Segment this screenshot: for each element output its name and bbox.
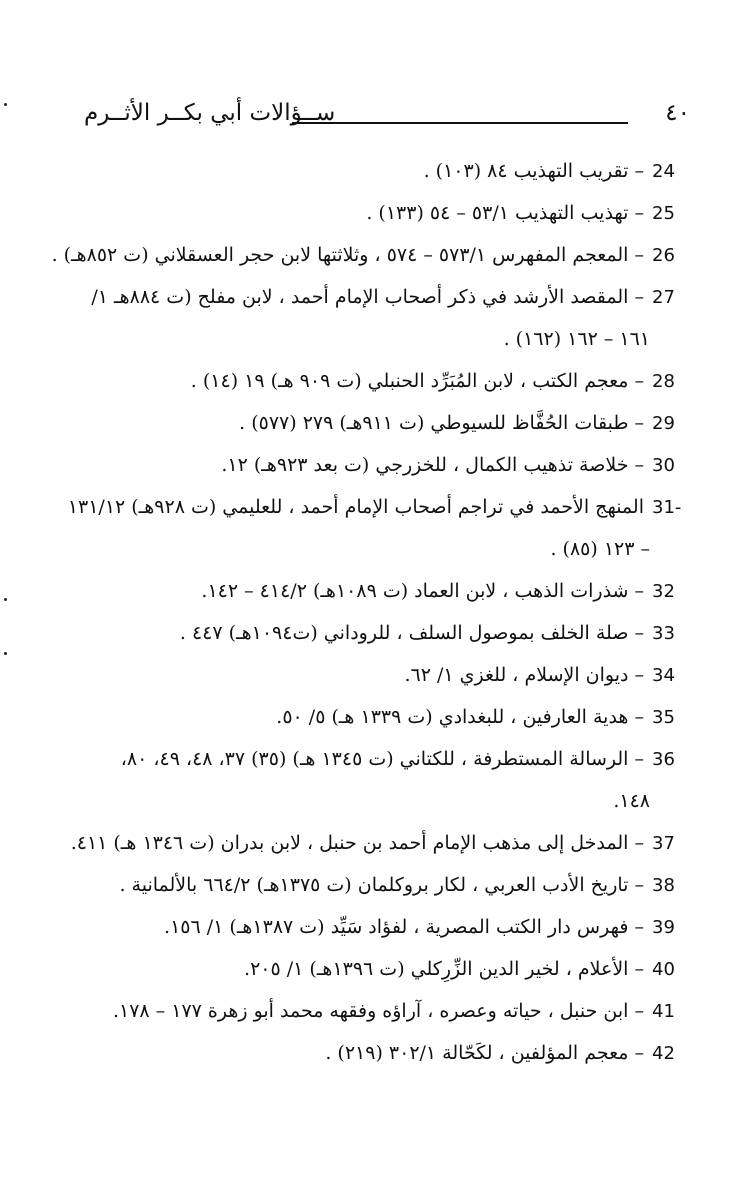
item-number: 34 [652, 664, 675, 686]
list-item [191, 363, 682, 399]
list-item [91, 279, 682, 315]
item-number: 33 [652, 622, 675, 644]
item-number: 27 [652, 286, 675, 308]
item-text: – ديوان الإسلام ، للغزي ١/ ٦٢. [404, 664, 644, 686]
list-item [325, 1035, 682, 1071]
item-text: – المعجم المفهرس ٥٧٣/١ – ٥٧٤ ، وثلاثتها لابن حجر العسقلاني (ت ٨٥٢هـ) . [51, 244, 644, 266]
list-item [121, 741, 682, 777]
list-item [244, 951, 682, 987]
item-continuation: ١٤٨. [613, 790, 650, 812]
item-number: 40 [652, 958, 675, 980]
item-continuation: ١٦١ – ١٦٢ (١٦٢) . [503, 328, 650, 350]
list-item [180, 615, 682, 651]
item-number: 29 [652, 412, 675, 434]
item-text: – فهرس دار الكتب المصرية ، لفؤاد سَيِّد (ت ١٣٨٧هـ) ١/ ١٥٦. [164, 916, 644, 938]
item-number: 28 [652, 370, 675, 392]
item-number: 38 [652, 874, 675, 896]
item-text: – الرسالة المستطرفة ، للكتاني (ت ١٣٤٥ هـ) (٣٥) ٣٧، ٤٨، ٤٩، ٨٠، [120, 748, 644, 770]
item-number: 41 [652, 1000, 675, 1022]
item-text: – هدية العارفين ، للبغدادي (ت ١٣٣٩ هـ) ٥/ ٥٠. [276, 706, 644, 728]
list-item [164, 909, 682, 945]
item-number: 42 [652, 1042, 675, 1064]
list-item [201, 573, 682, 609]
item-number: 39 [652, 916, 675, 938]
item-text: – خلاصة تذهيب الكمال ، للخزرجي (ت بعد ٩٢٣هـ) ١٢. [221, 454, 644, 476]
list-item [221, 447, 682, 483]
item-text: – معجم المؤلفين ، لكَحّالة ٣٠٢/١ (٢١٩) . [325, 1042, 644, 1064]
item-text: – المقصد الأرشد في ذكر أصحاب الإمام أحمد ، لابن مفلح (ت ٨٨٤هـ ١/ [91, 286, 644, 308]
item-text: المنهج الأحمد في تراجم أصحاب الإمام أحمد ، للعليمي (ت ٩٢٨هـ) ١٣١/١٢ [67, 496, 644, 518]
item-text: – طبقات الحُفَّاظ للسيوطي (ت ٩١١هـ) ٢٧٩ (٥٧٧) . [239, 412, 644, 434]
item-text: – تهذيب التهذيب ٥٣/١ – ٥٤ (١٣٣) . [366, 202, 644, 224]
list-item [71, 825, 682, 861]
item-text: – تقريب التهذيب ٨٤ (١٠٣) . [423, 160, 644, 182]
item-number: 35 [652, 706, 675, 728]
list-item [113, 993, 682, 1029]
running-title: ســؤالات أبي بكــر الأثــرم [84, 100, 336, 126]
item-text: – معجم الكتب ، لابن المُبَرِّد الحنبلي (ت ٩٠٩ هـ) ١٩ (١٤) . [190, 370, 644, 392]
list-item [276, 699, 682, 735]
list-item [424, 153, 682, 189]
item-number: 26 [652, 244, 675, 266]
item-continuation: – ١٢٣ (٨٥) . [550, 538, 650, 560]
item-text: – ابن حنبل ، حياته وعصره ، آراؤه وفقهه محمد أبو زهرة ١٧٧ – ١٧٨. [112, 1000, 644, 1022]
list-item [366, 195, 682, 231]
list-item [404, 657, 682, 693]
item-text: – المدخل إلى مذهب الإمام أحمد بن حنبل ، لابن بدران (ت ١٣٤٦ هـ) ٤١١. [70, 832, 644, 854]
item-text: – شذرات الذهب ، لابن العماد (ت ١٠٨٩هـ) ٤١٤/٢ – ١٤٢. [201, 580, 644, 602]
item-number: 30 [652, 454, 675, 476]
item-text: – صلة الخلف بموصول السلف ، للروداني (ت١٠٩٤هـ) ٤٤٧ . [179, 622, 644, 644]
item-text: – تاريخ الأدب العربي ، لكار بروكلمان (ت ١٣٧٥هـ) ٦٦٤/٢ بالألمانية . [119, 874, 644, 896]
scan-speck [4, 652, 7, 655]
item-number: 31- [652, 496, 682, 518]
item-text: – الأعلام ، لخير الدين الزِّرِكلي (ت ١٣٩٦هـ) ١/ ٢٠٥. [244, 958, 644, 980]
list-item [68, 489, 682, 525]
header-rule [292, 122, 628, 124]
scan-speck [4, 598, 7, 601]
item-number: 32 [652, 580, 675, 602]
item-number: 37 [652, 832, 675, 854]
item-number: 36 [652, 748, 675, 770]
list-item [239, 405, 682, 441]
item-number: 24 [652, 160, 675, 182]
scan-speck [4, 103, 7, 106]
item-number: 25 [652, 202, 675, 224]
page-number: ٤٠ [665, 100, 690, 126]
list-item [52, 237, 682, 273]
list-item [119, 867, 682, 903]
page-header [70, 98, 690, 138]
